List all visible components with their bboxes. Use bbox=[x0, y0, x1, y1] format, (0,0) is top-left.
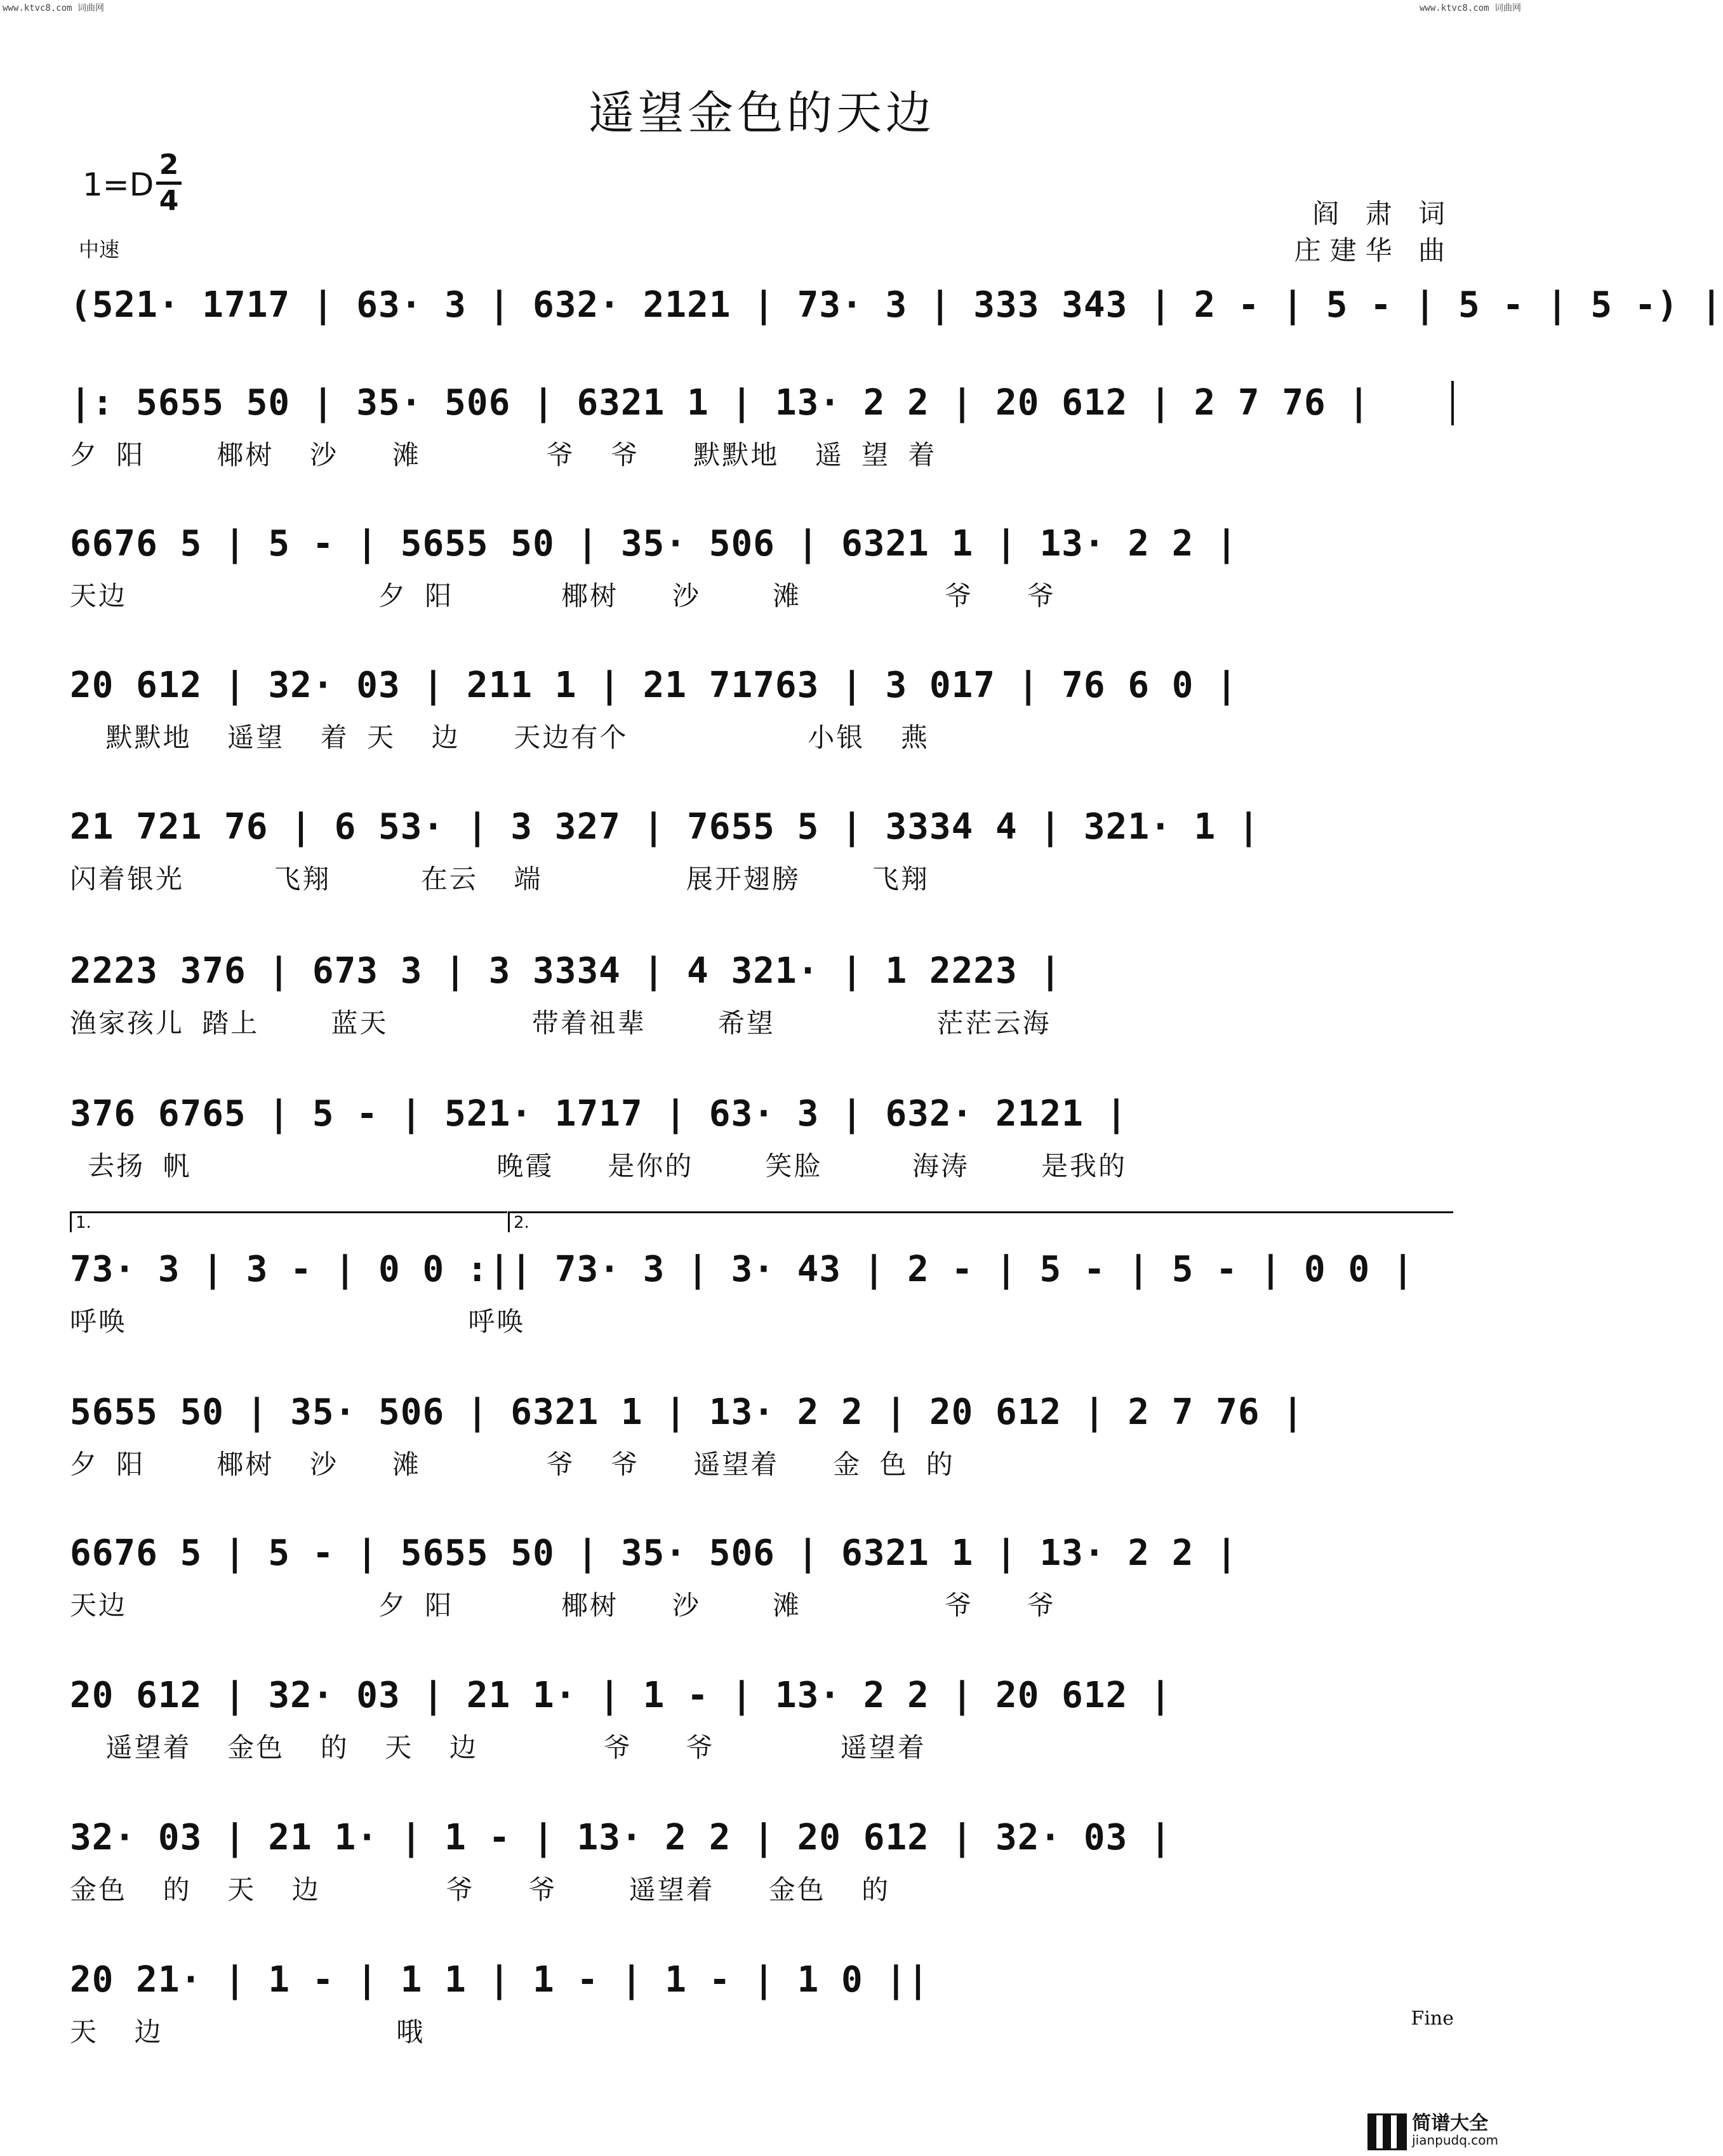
notation-line: |: 5655 50 | 35· 506 | 6321 1 | 13· 2 2 | 20 612 | 2 7 76 | bbox=[70, 382, 1371, 423]
notation-line: 2223 376 | 673 3 | 3 3334 | 4 321· | 1 2223 | bbox=[70, 950, 1062, 992]
lyrics-line: 默默地 遥望 着 天 边 天边有个 小银 燕 bbox=[70, 722, 929, 753]
time-signature-top: 2 bbox=[159, 149, 179, 181]
lyrics-line: 呼唤 呼唤 bbox=[70, 1306, 526, 1337]
notation-line: (521· 1717 | 63· 3 | 632· 2121 | 73· 3 | 333 343 | 2 - | 5 - | 5 - | 5 -) | bbox=[70, 284, 1723, 326]
notation-line: 20 612 | 32· 03 | 21 1· | 1 - | 13· 2 2 | 20 612 | bbox=[70, 1675, 1172, 1716]
key-signature: 1=D bbox=[83, 166, 154, 203]
logo-name: 简谱大全 bbox=[1412, 2112, 1489, 2134]
fine-marking: Fine bbox=[1411, 2007, 1454, 2030]
notation-line: 73· 3 | 3 - | 0 0 :|| 73· 3 | 3· 43 | 2 - | 5 - | 5 - | 0 0 | bbox=[70, 1249, 1414, 1290]
composer-credit: 庄建华 曲 bbox=[1294, 235, 1454, 266]
lyrics-line: 天边 夕 阳 椰树 沙 滩 爷 爷 bbox=[70, 580, 1056, 611]
notation-line: 21 721 76 | 6 53· | 3 327 | 7655 5 | 3334 4 | 321· 1 | bbox=[70, 806, 1260, 848]
barline bbox=[1451, 381, 1454, 425]
lyrics-line: 去扬 帆 晚霞 是你的 笑脸 海涛 是我的 bbox=[70, 1150, 1128, 1181]
corner-watermark-left: www.ktvc8.com 词曲网 bbox=[3, 3, 105, 13]
notation-line: 20 21· | 1 - | 1 1 | 1 - | 1 - | 1 0 || bbox=[70, 1959, 929, 2000]
site-logo bbox=[1367, 2114, 1498, 2150]
corner-watermark-right: www.ktvc8.com 词曲网 bbox=[1419, 3, 1521, 13]
page-title: 遥望金色的天边 bbox=[588, 86, 935, 140]
lyrics-line: 天 边 哦 bbox=[70, 2016, 425, 2047]
lyricist-credit: 阎 肃 词 bbox=[1312, 198, 1454, 229]
volta-second-ending: 2. bbox=[508, 1211, 1453, 1232]
lyrics-line: 夕 阳 椰树 沙 滩 爷 爷 默默地 遥 望 着 bbox=[70, 439, 937, 470]
lyrics-line: 天边 夕 阳 椰树 沙 滩 爷 爷 bbox=[70, 1590, 1056, 1621]
logo-url: jianpudq.com bbox=[1412, 2133, 1498, 2148]
lyrics-line: 渔家孩儿 踏上 蓝天 带着祖辈 希望 茫茫云海 bbox=[70, 1008, 1051, 1039]
notation-line: 32· 03 | 21 1· | 1 - | 13· 2 2 | 20 612 | 32· 03 | bbox=[70, 1817, 1172, 1858]
time-signature bbox=[156, 150, 182, 216]
time-signature-bottom: 4 bbox=[159, 185, 179, 217]
notation-line: 6676 5 | 5 - | 5655 50 | 35· 506 | 6321 1 | 13· 2 2 | bbox=[70, 523, 1238, 564]
lyrics-line: 遥望着 金色 的 天 边 爷 爷 遥望着 bbox=[70, 1732, 926, 1763]
notation-line: 376 6765 | 5 - | 521· 1717 | 63· 3 | 632· 2121 | bbox=[70, 1093, 1128, 1135]
notation-line: 20 612 | 32· 03 | 211 1 | 21 71763 | 3 017 | 76 6 0 | bbox=[70, 665, 1238, 706]
piano-keys-icon bbox=[1367, 2113, 1407, 2150]
lyrics-line: 夕 阳 椰树 沙 滩 爷 爷 遥望着 金 色 的 bbox=[70, 1449, 955, 1480]
notation-line: 6676 5 | 5 - | 5655 50 | 35· 506 | 6321 1 | 13· 2 2 | bbox=[70, 1533, 1238, 1574]
notation-line: 5655 50 | 35· 506 | 6321 1 | 13· 2 2 | 20 612 | 2 7 76 | bbox=[70, 1392, 1305, 1433]
lyrics-line: 闪着银光 飞翔 在云 端 展开翅膀 飞翔 bbox=[70, 863, 929, 895]
lyrics-line: 金色 的 天 边 爷 爷 遥望着 金色 的 bbox=[70, 1874, 891, 1905]
volta-first-ending: 1. bbox=[70, 1211, 507, 1232]
tempo-marking: 中速 bbox=[79, 237, 120, 262]
